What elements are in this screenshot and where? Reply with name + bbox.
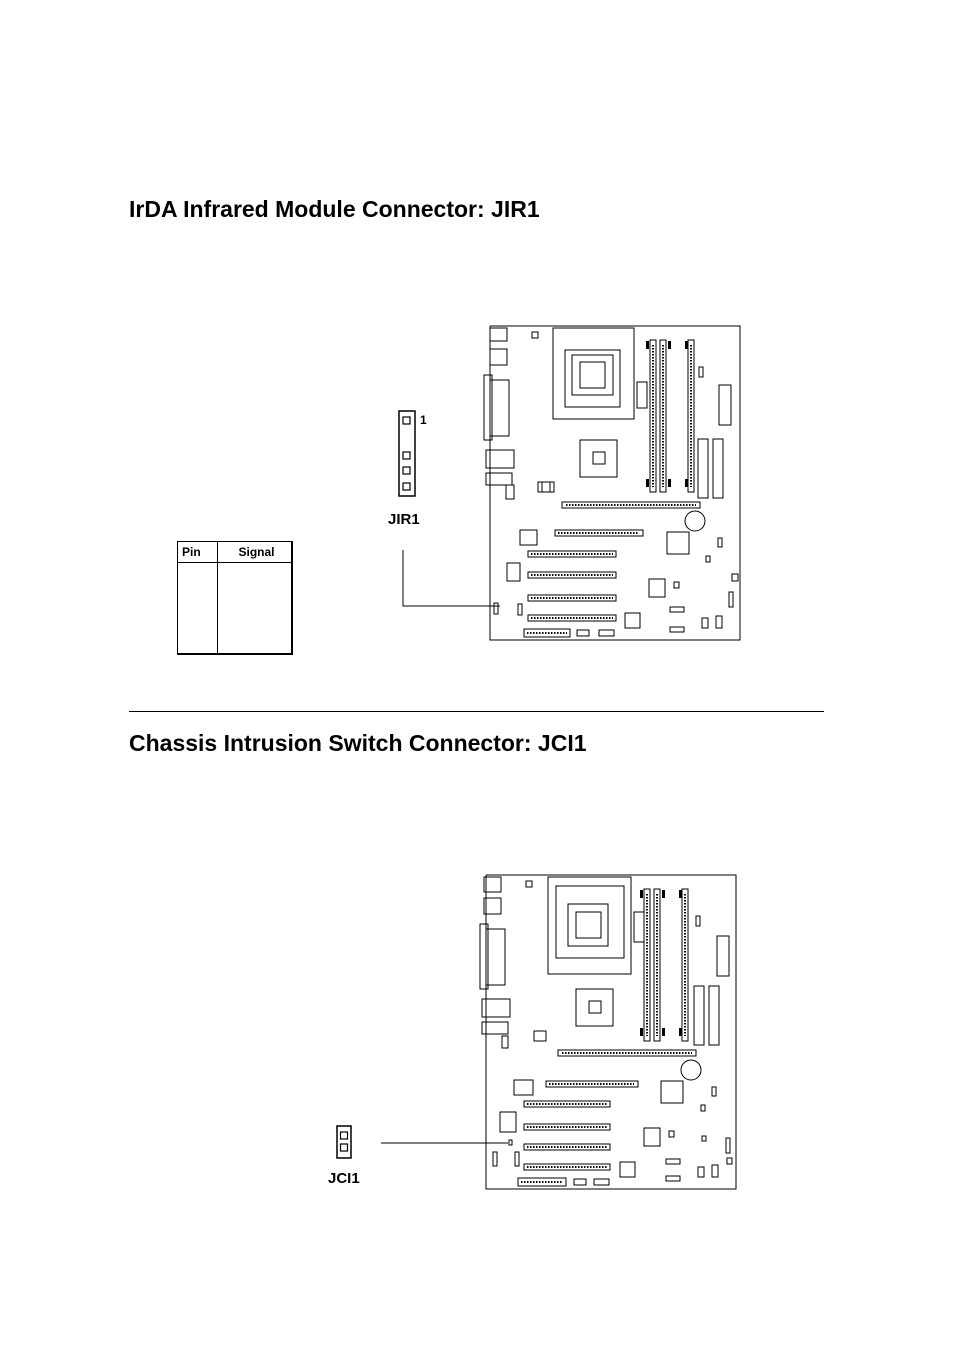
motherboard-diagram-top	[480, 325, 742, 643]
jci1-label: JCI1	[328, 1170, 360, 1187]
section-divider	[129, 711, 824, 712]
jir1-label: JIR1	[388, 511, 420, 528]
jci1-connector-diagram	[336, 1125, 354, 1161]
motherboard-diagram-bottom	[476, 874, 738, 1192]
section-title-jci1: Chassis Intrusion Switch Connector: JCI1	[129, 730, 587, 756]
section-title-jir1: IrDA Infrared Module Connector: JIR1	[129, 196, 540, 222]
jir1-pin-table	[177, 541, 293, 655]
pin-column-header: Pin	[178, 542, 218, 563]
signal-column-header: Signal	[218, 542, 293, 563]
pin-one-label: 1	[420, 413, 427, 427]
jir1-connector-diagram	[398, 410, 420, 498]
